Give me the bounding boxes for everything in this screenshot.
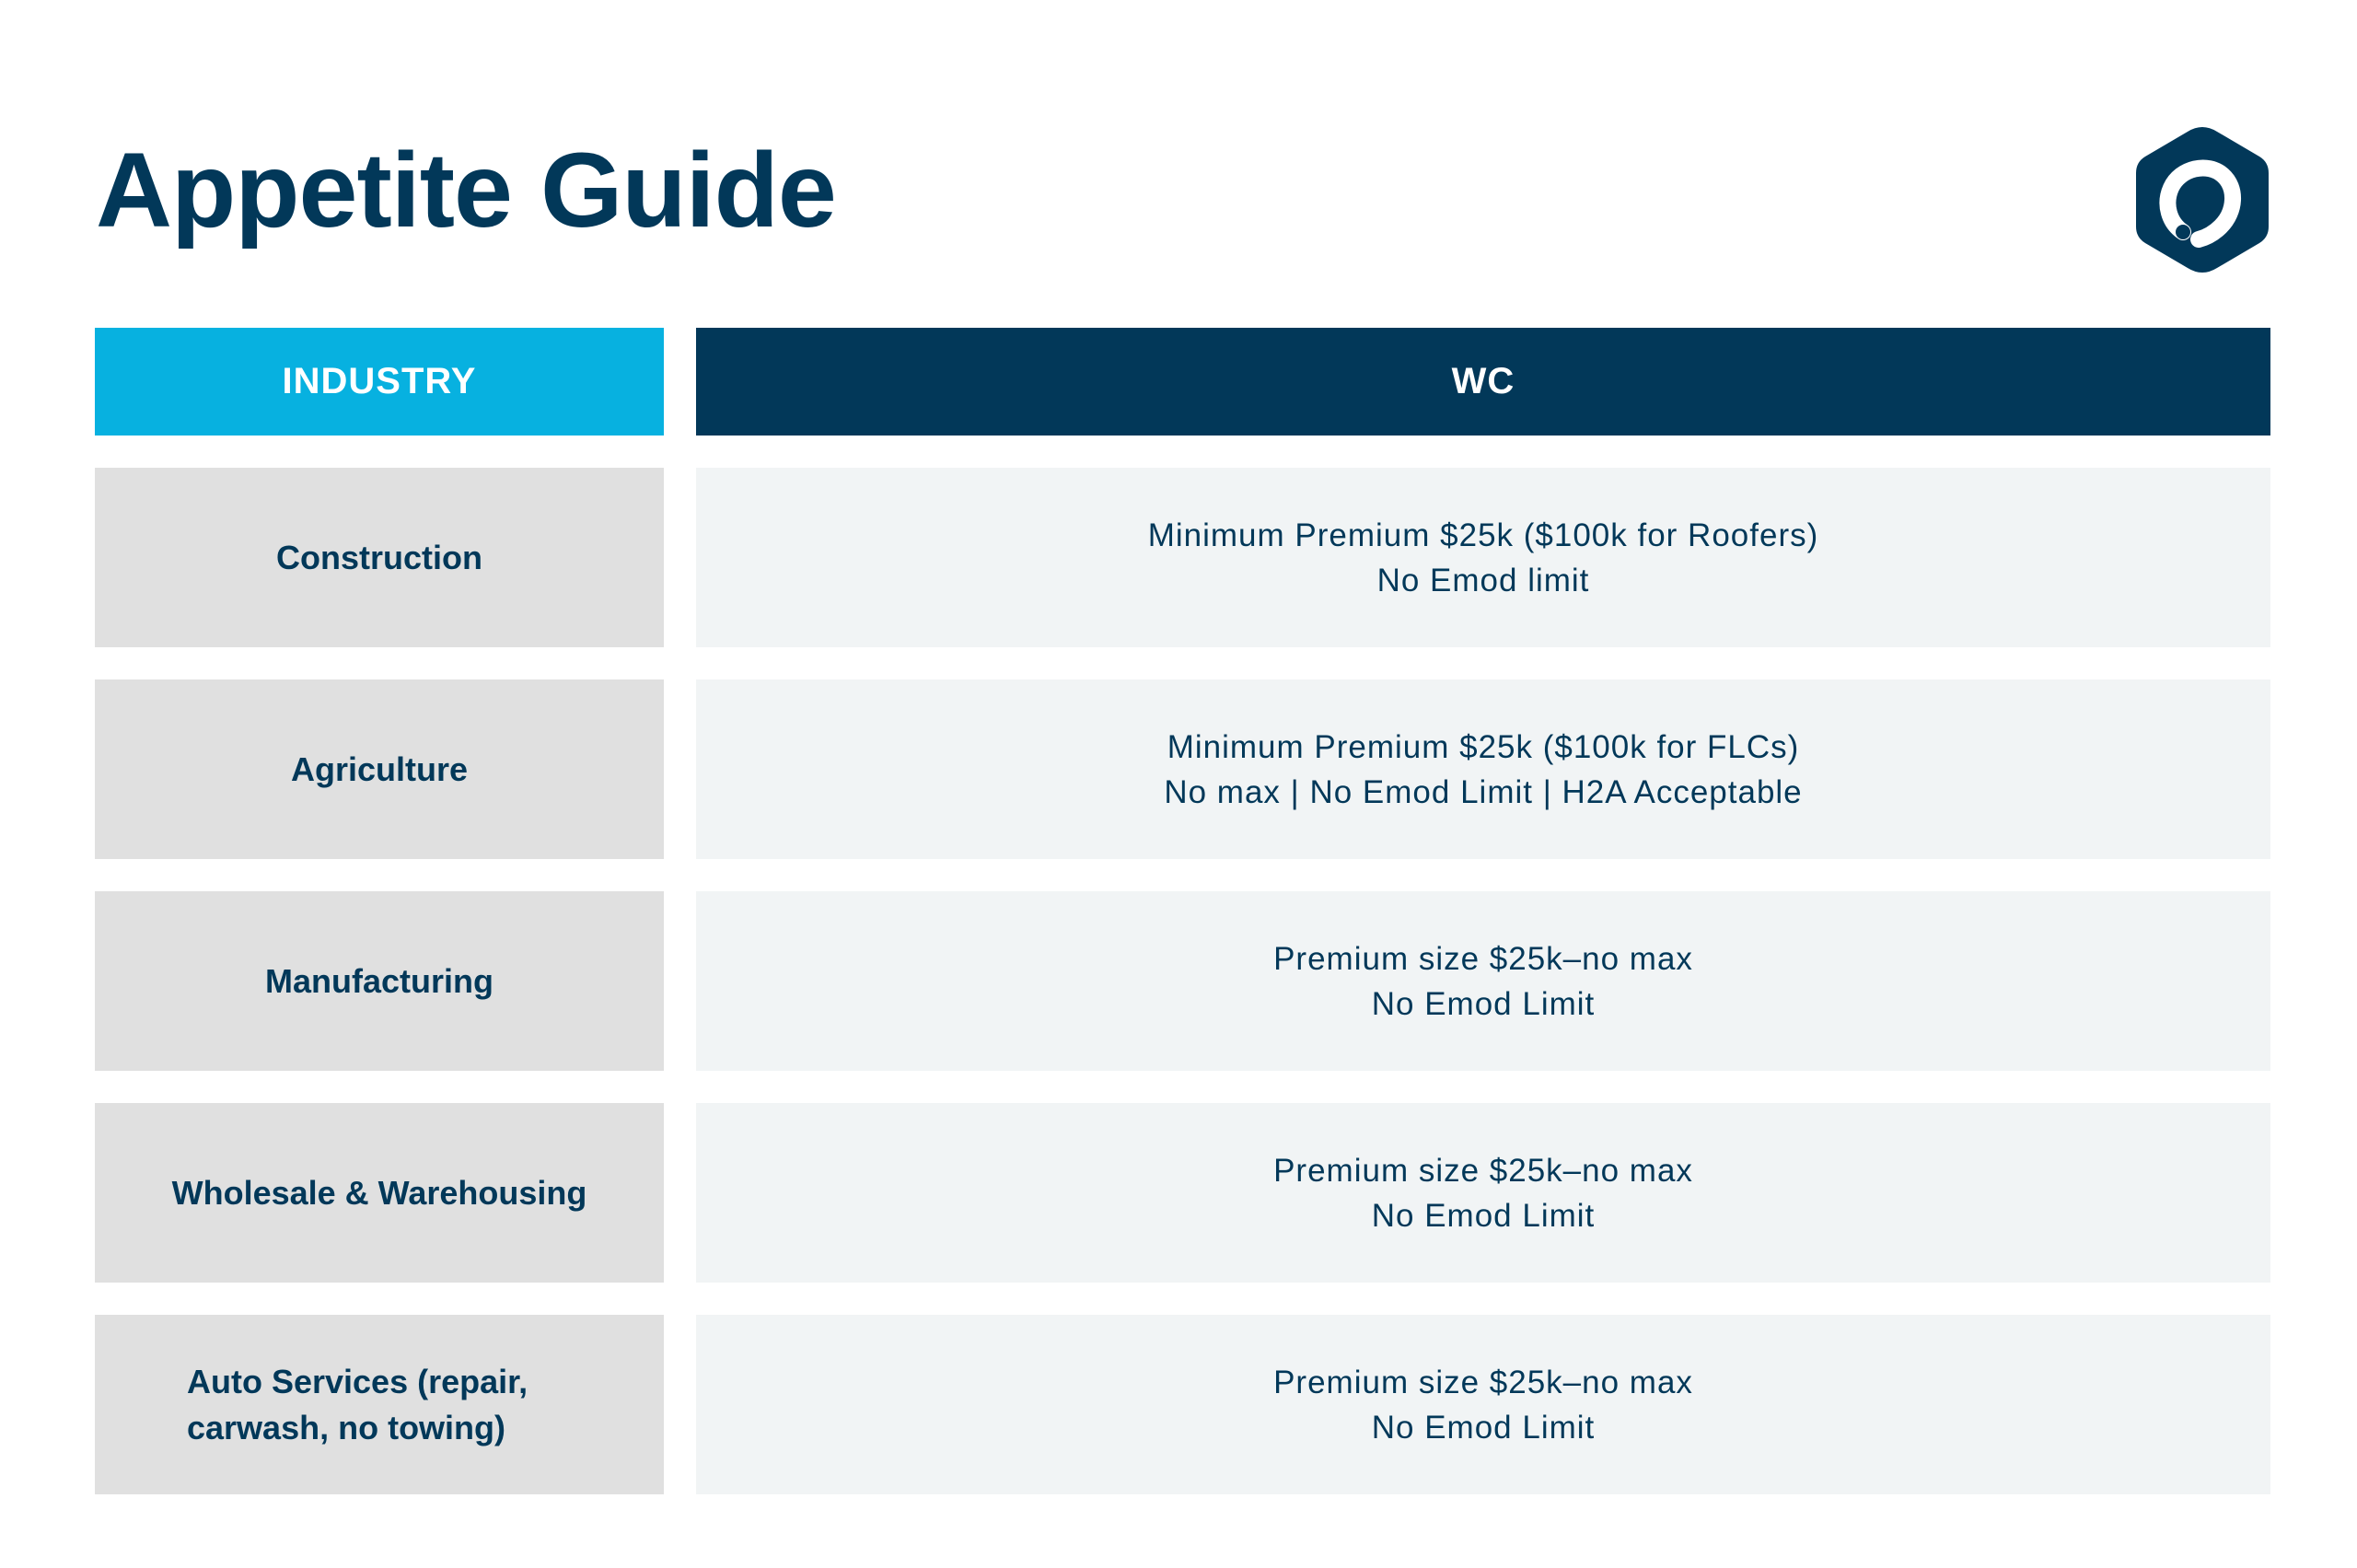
table-row xyxy=(95,679,2270,859)
industry-line: Auto Services (repair, xyxy=(187,1362,528,1400)
industry-cell xyxy=(95,1315,664,1494)
table-row xyxy=(95,1103,2270,1283)
table-header-row xyxy=(95,328,2270,436)
table-row xyxy=(95,468,2270,647)
table-row xyxy=(95,1315,2270,1494)
wc-cell xyxy=(696,1315,2270,1494)
industry-cell: Agriculture xyxy=(95,679,664,859)
brand-hexagon-logo-icon xyxy=(2132,123,2272,276)
industry-cell-text xyxy=(187,1359,528,1451)
industry-column-header: INDUSTRY xyxy=(95,328,664,436)
appetite-table xyxy=(95,328,2270,1527)
wc-cell xyxy=(696,468,2270,647)
wc-line: No max | No Emod Limit | H2A Acceptable xyxy=(1164,773,1803,810)
table-row xyxy=(95,891,2270,1071)
wc-line: Premium size $25k–no max xyxy=(1273,1152,1693,1189)
industry-cell: Wholesale & Warehousing xyxy=(95,1103,664,1283)
wc-line: No Emod Limit xyxy=(1371,985,1596,1022)
wc-cell xyxy=(696,679,2270,859)
page-title: Appetite Guide xyxy=(96,132,836,250)
wc-line: Minimum Premium $25k ($100k for Roofers) xyxy=(1147,517,1819,553)
wc-line: No Emod limit xyxy=(1376,562,1590,598)
industry-cell: Construction xyxy=(95,468,664,647)
industry-cell: Manufacturing xyxy=(95,891,664,1071)
wc-line: Premium size $25k–no max xyxy=(1273,940,1693,977)
wc-column-header: WC xyxy=(696,328,2270,436)
wc-line: No Emod Limit xyxy=(1371,1197,1596,1234)
industry-line: carwash, no towing) xyxy=(187,1408,506,1446)
wc-line: Premium size $25k–no max xyxy=(1273,1364,1693,1400)
wc-cell xyxy=(696,891,2270,1071)
wc-line: No Emod Limit xyxy=(1371,1409,1596,1446)
wc-cell xyxy=(696,1103,2270,1283)
wc-line: Minimum Premium $25k ($100k for FLCs) xyxy=(1167,728,1800,765)
